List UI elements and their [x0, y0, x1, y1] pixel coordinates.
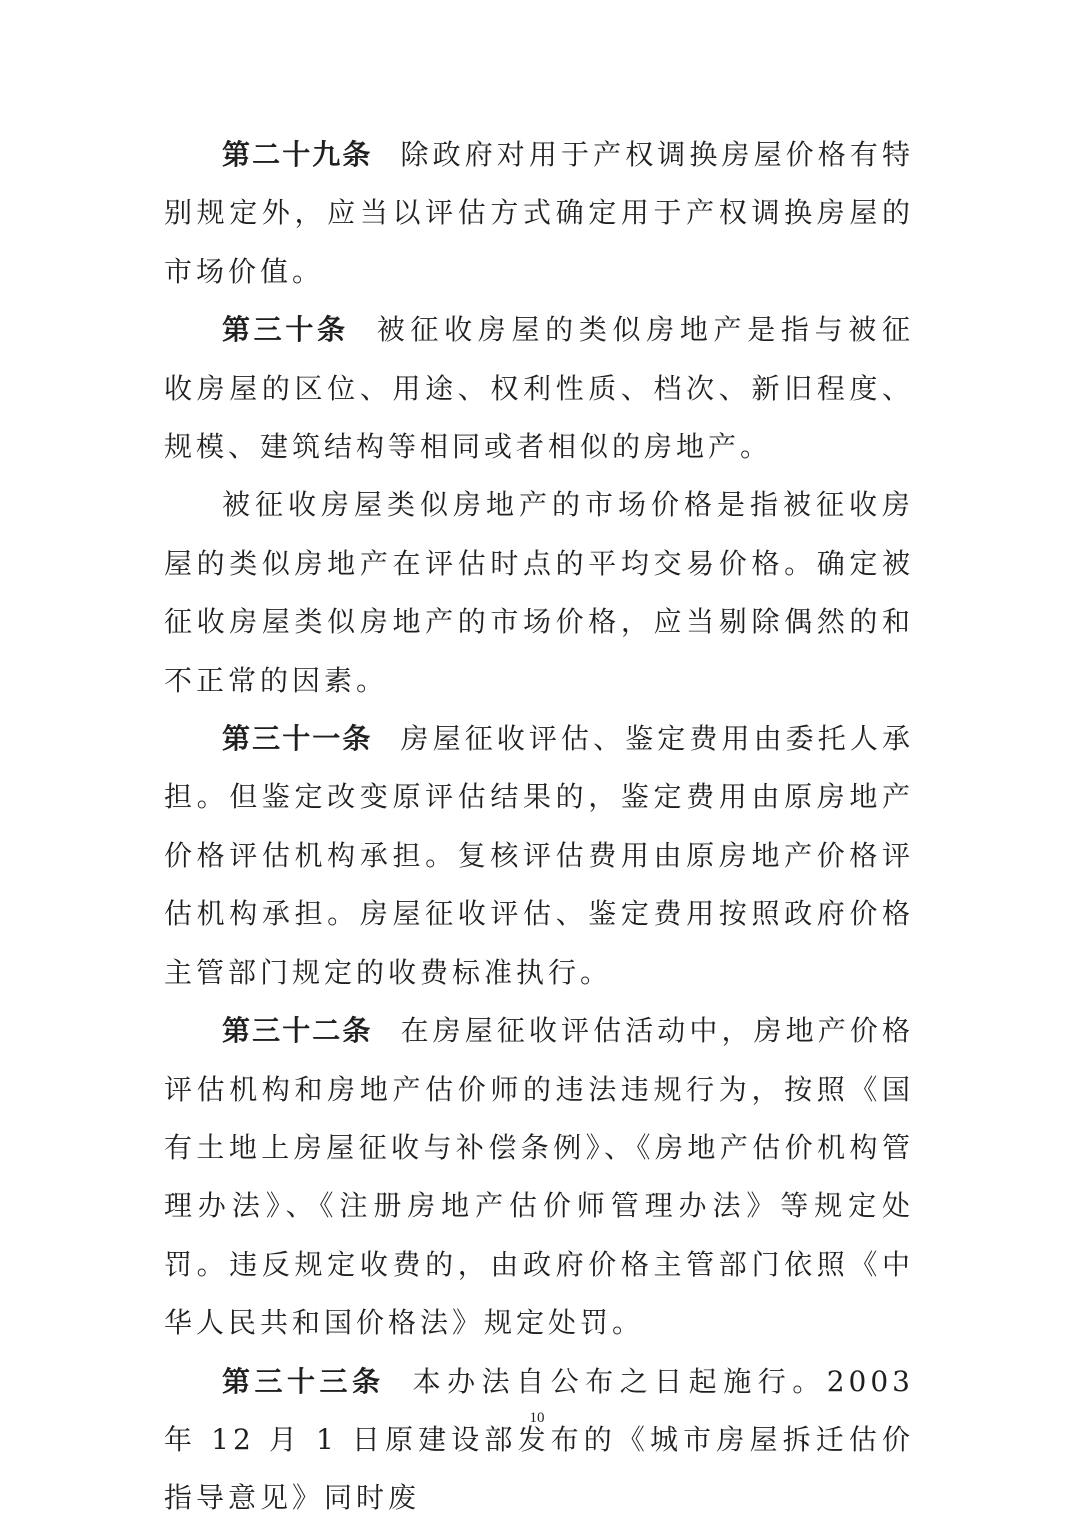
article-text: 被征收房屋类似房地产的市场价格是指被征收房屋的类似房地产在评估时点的平均交易价格。确定被征收房屋类似房地产的市场价格，应当剔除偶然的和不正常的因素。: [164, 488, 914, 697]
article-heading: 第三十条: [222, 313, 349, 347]
article-text: 除政府对用于产权调换房屋价格有特别规定外，应当以评估方式确定用于产权调换房屋的市场价值。: [164, 138, 914, 288]
article-31: [164, 710, 914, 1002]
article-text: 被征收房屋的类似房地产是指与被征收房屋的区位、用途、权利性质、档次、新旧程度、规模、建筑结构等相同或者相似的房地产。: [164, 313, 914, 464]
article-heading: 第三十三条: [222, 1364, 385, 1398]
article-32: [164, 1002, 914, 1352]
article-29: [164, 126, 914, 301]
article-text: 本办法自公布之日起施行。2003 年 12 月 1 日原建设部发布的《城市房屋拆迁估价指导意见》同时废: [164, 1364, 914, 1515]
article-heading: 第三十二条: [222, 1014, 373, 1048]
article-30-paragraph-2: [164, 476, 914, 710]
article-33: [164, 1353, 914, 1528]
article-text: 房屋征收评估、鉴定费用由委托人承担。但鉴定改变原评估结果的，鉴定费用由原房地产价格评估机构承担。复核评估费用由原房地产价格评估机构承担。房屋征收评估、鉴定费用按照政府价格主管部门规定的收费标准执行。: [164, 722, 914, 989]
page-number: 10: [529, 1410, 545, 1426]
article-heading: 第三十一条: [222, 722, 373, 756]
article-text: 在房屋征收评估活动中，房地产价格评估机构和房地产估价师的违法违规行为，按照《国有土地上房屋征收与补偿条例》、《房地产估价机构管理办法》、《注册房地产估价师管理办法》等规定处罚。违反规定收费的，由政府价格主管部门依照《中华人民共和国价格法》规定处罚。: [164, 1014, 914, 1340]
document-body: [164, 126, 914, 1528]
article-30: [164, 301, 914, 476]
article-heading: 第二十九条: [222, 138, 373, 171]
